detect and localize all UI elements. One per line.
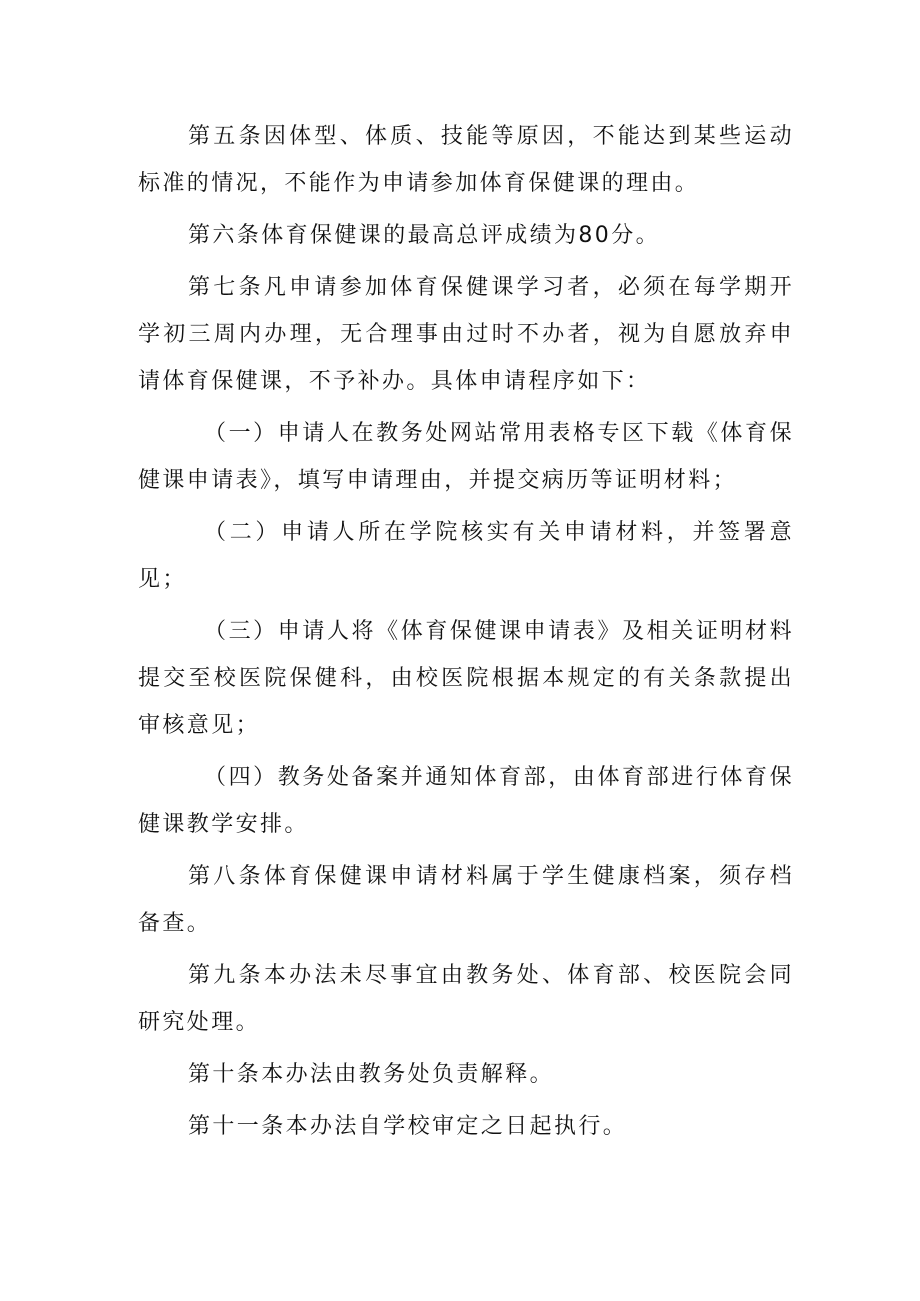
article-11: 第十一条本办法自学校审定之日起执行。 [188,1114,628,1139]
procedure-step-2: （二）申请人所在学院核实有关申请材料，并签署意见； [138,520,794,592]
article-6: 第六条体育保健课的最高总评成绩为80分。 [188,223,660,248]
article-5: 第五条因体型、体质、技能等原因，不能达到某些运动标准的情况，不能作为申请参加体育保健课的理由。 [138,124,794,196]
document-body [138,113,794,1150]
procedure-step-3: （三）申请人将《体育保健课申请表》及相关证明材料提交至校医院保健科，由校医院根据本规定的有关条款提出审核意见； [138,619,794,738]
procedure-step-1: （一）申请人在教务处网站常用表格专区下载《体育保健课申请表》，填写申请理由，并提交病历等证明材料； [138,421,794,493]
article-8: 第八条体育保健课申请材料属于学生健康档案，须存档备查。 [138,864,794,936]
article-9: 第九条本办法未尽事宜由教务处、体育部、校医院会同研究处理。 [138,963,794,1035]
article-7: 第七条凡申请参加体育保健课学习者，必须在每学期开学初三周内办理，无合理事由过时不办者，视为自愿放弃申请体育保健课，不予补办。具体申请程序如下： [138,275,794,394]
procedure-step-4: （四）教务处备案并通知体育部，由体育部进行体育保健课教学安排。 [138,765,794,837]
article-10: 第十条本办法由教务处负责解释。 [188,1062,555,1087]
